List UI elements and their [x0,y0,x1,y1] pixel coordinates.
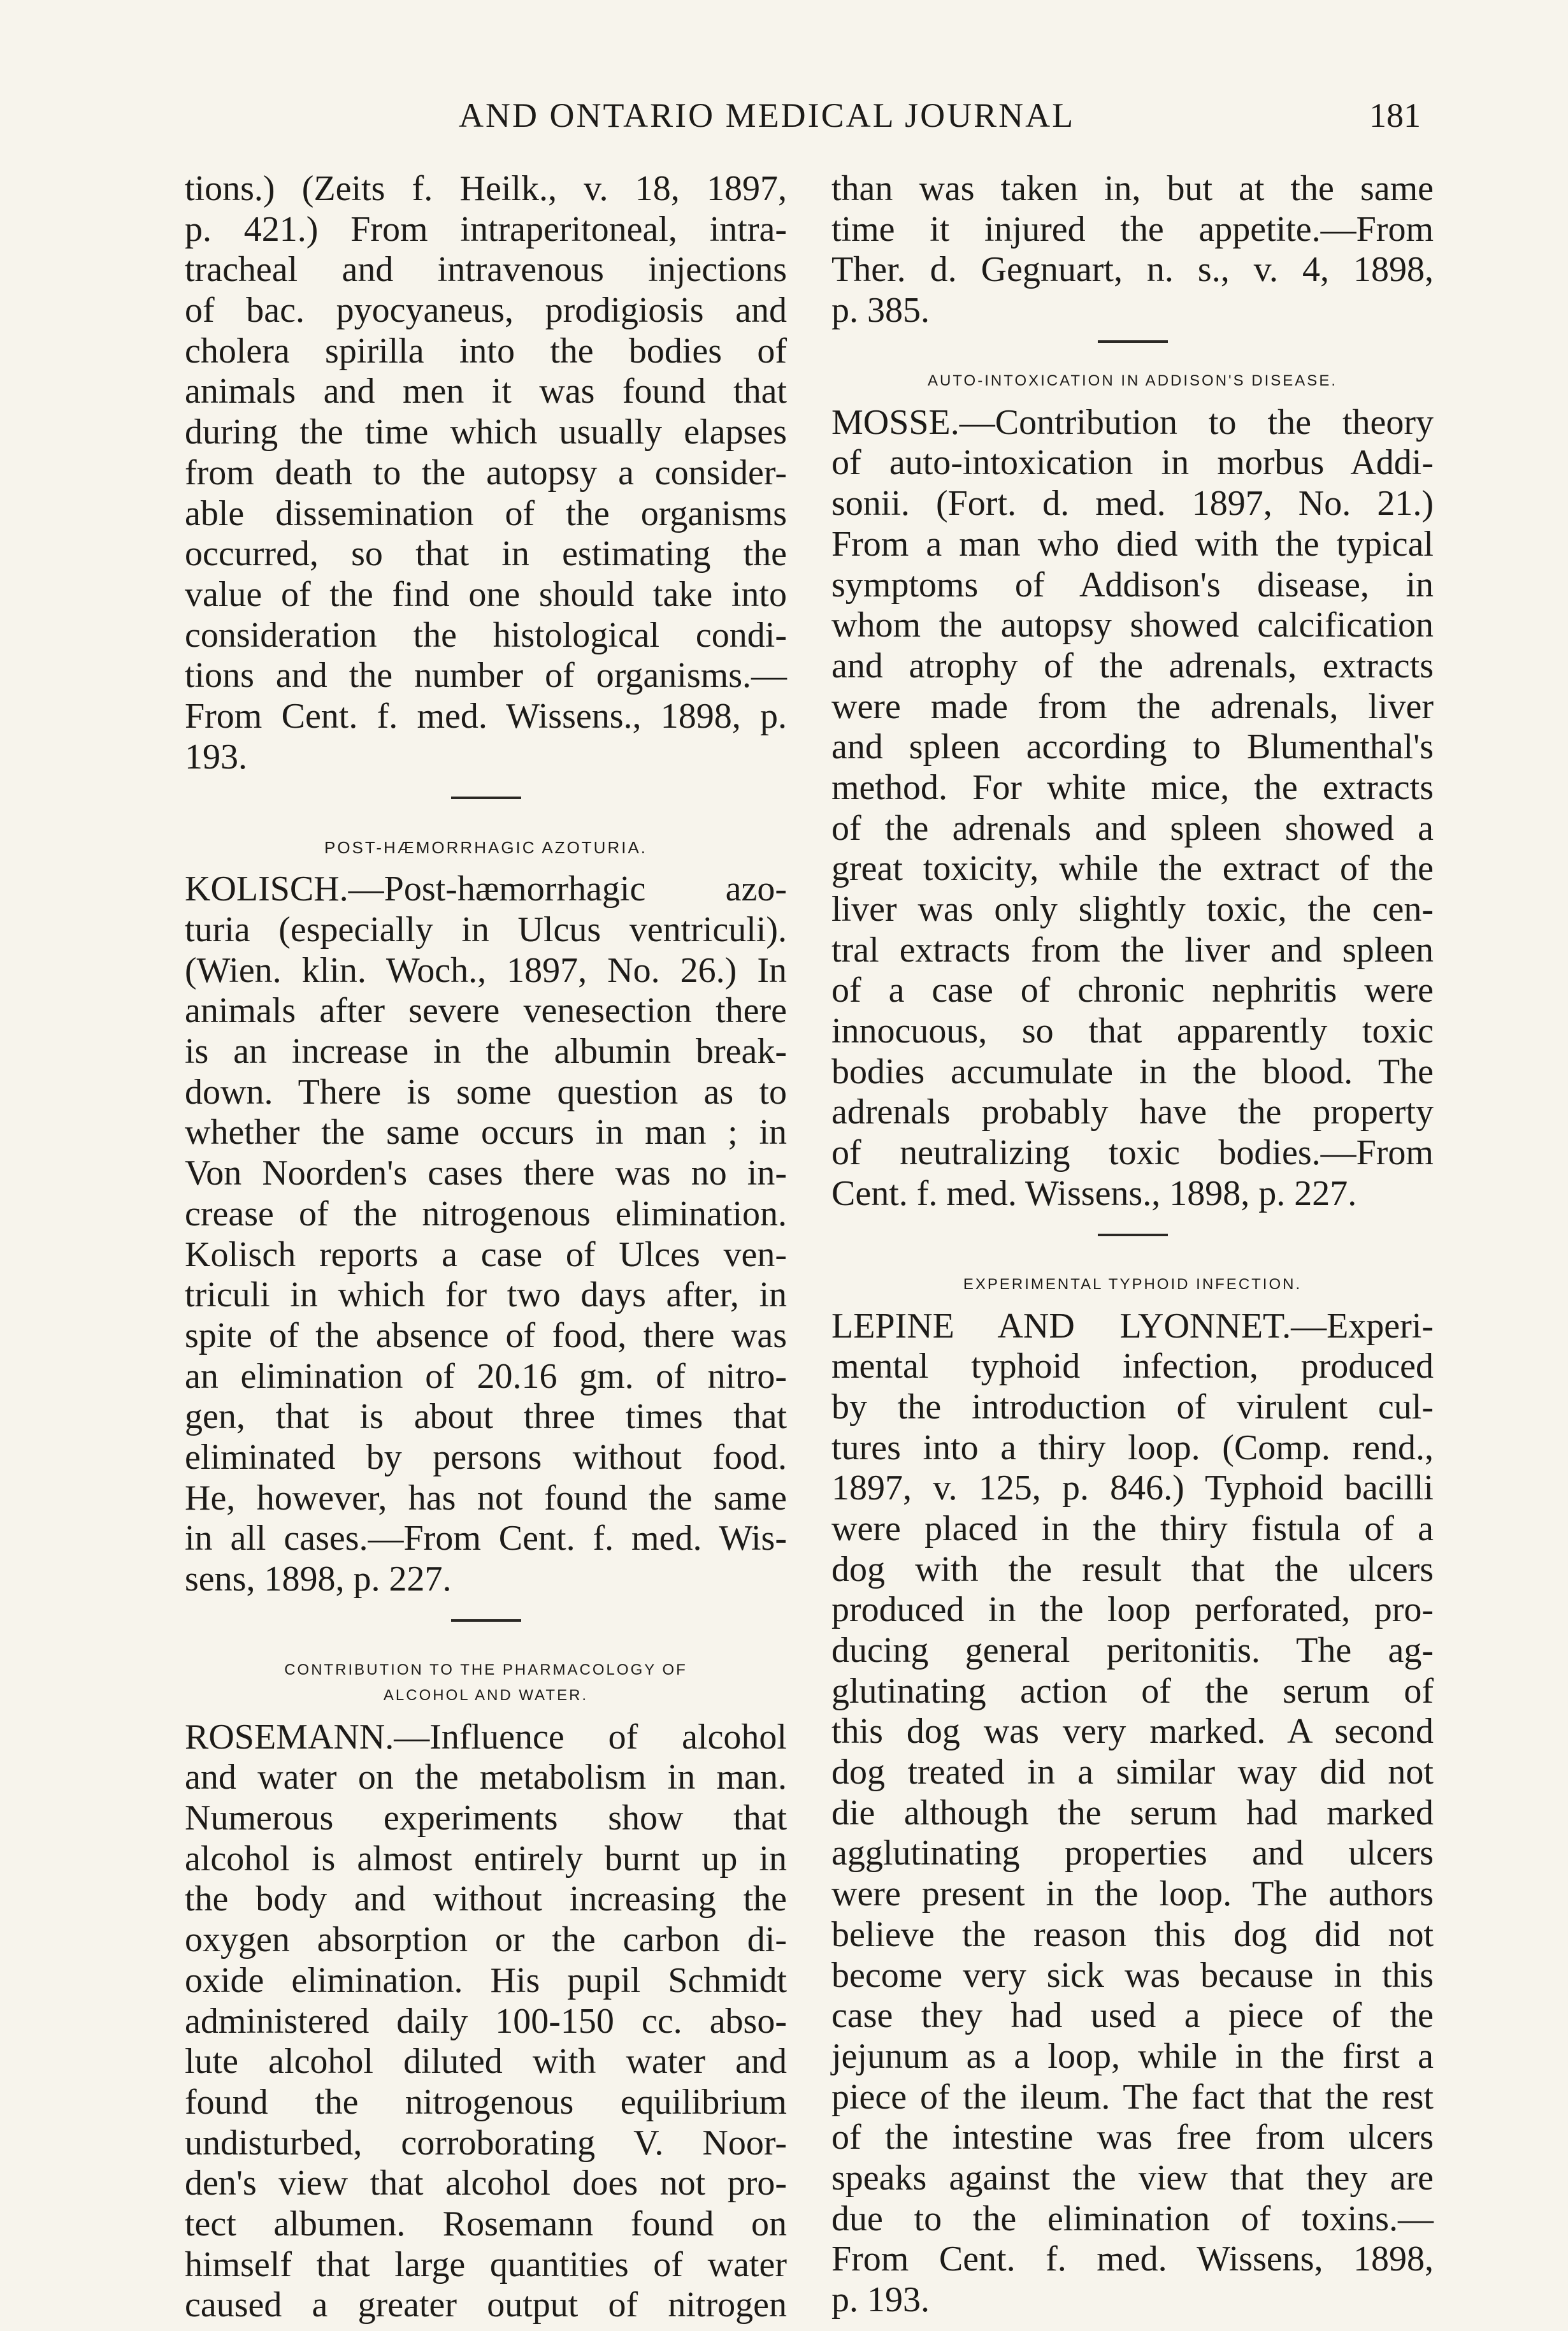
text-line: is an increase in the albumin break- [185,1032,787,1072]
text-line: eliminated by persons without food. [185,1437,787,1477]
text-line: p. 421.) From intraperitoneal, intra- [185,209,787,249]
article-lepine-lyonnet [831,1306,1434,2321]
text-line: lute alcohol diluted with water and [185,2042,787,2082]
text-line: tral extracts from the liver and spleen [831,930,1434,970]
text-line: glutinating action of the serum of [831,1671,1434,1711]
text-line: whether the same occurs in man ; in [185,1113,787,1153]
text-line: Kolisch reports a case of Ulces ven- [185,1234,787,1274]
text-line: Cent. f. med. Wissens., 1898, p. 227. [831,1173,1357,1213]
page-header [172,96,1421,153]
text-line: dog treated in a similar way did not [831,1752,1434,1793]
text-line: speaks against the view that they are [831,2158,1434,2198]
text-line: bodies accumulate in the blood. The [831,1051,1434,1092]
article-mosse [831,403,1434,1215]
text-line: undisturbed, corroborating V. Noor- [185,2123,787,2163]
text-line: ROSEMANN.—Influence of alcohol [185,1717,787,1757]
text-line: animals after severe venesection there [185,991,787,1031]
text-line: innocuous, so that apparently toxic [831,1011,1434,1051]
text-line: p. 193. [831,2280,930,2320]
text-line: tions.) (Zeits f. Heilk., v. 18, 1897, [185,169,787,208]
text-line: of bac. pyocyaneus, prodigiosis and [185,291,787,331]
text-line: He, however, has not found the same [185,1478,787,1518]
text-line: 193. [185,737,247,777]
text-line: 1897, v. 125, p. 846.) Typhoid bacilli [831,1468,1434,1508]
text-line: tracheal and intravenous injections [185,250,787,290]
page-number: 181 [1369,96,1421,134]
text-line: occurred, so that in estimating the [185,534,787,574]
text-line: found the nitrogenous equilibrium [185,2082,787,2122]
text-line: tect albumen. Rosemann found on [185,2204,787,2244]
text-line: great toxicity, while the extract of the [831,849,1434,889]
text-line: spite of the absence of food, there was [185,1315,787,1355]
text-line: gen, that is about three times that [185,1397,787,1437]
text-line: Ther. d. Gegnuart, n. s., v. 4, 1898, [831,250,1434,290]
text-line: (Wien. klin. Woch., 1897, No. 26.) In [185,950,787,990]
text-line: sens, 1898, p. 227. [185,1559,452,1599]
text-line: dog with the result that the ulcers [831,1549,1434,1589]
text-line: caused a greater output of nitrogen [185,2285,787,2325]
text-line: liver was only slightly toxic, the cen- [831,890,1434,929]
text-line: himself that large quantities of water [185,2244,787,2284]
text-line: by the introduction of virulent cul- [831,1387,1434,1427]
text-line: MOSSE.—Contribution to the theory [831,402,1434,442]
text-line: alcohol is almost entirely burnt up in [185,1838,787,1879]
text-line: from death to the autopsy a consider- [185,452,787,493]
text-line: agglutinating properties and ulcers [831,1833,1434,1873]
text-line: Numerous experiments show that [185,1798,787,1838]
text-line: symptoms of Addison's disease, in [831,565,1434,605]
text-line: produced in the loop perforated, pro- [831,1590,1434,1630]
running-head: AND ONTARIO MEDICAL JOURNAL [459,96,1075,134]
section-divider [451,1619,521,1622]
text-line: jejunum as a loop, while in the first a [831,2036,1434,2076]
text-line: den's view that alcohol does not pro- [185,2163,787,2204]
text-line: were placed in the thiry fistula of a [831,1508,1434,1548]
text-line: able dissemination of the organisms [185,493,787,533]
text-line: adrenals probably have the property [831,1092,1434,1132]
text-line: LEPINE AND LYONNET.—Experi- [831,1306,1434,1346]
text-line: and water on the metabolism in man. [185,1757,787,1798]
text-line: method. For white mice, the extracts [831,767,1434,807]
text-line: than was taken in, but at the same [831,169,1434,208]
text-line: of neutralizing toxic bodies.—From [831,1133,1434,1173]
text-line: due to the elimination of toxins.— [831,2198,1434,2239]
section-title-continued: ALCOHOL AND WATER. [383,1686,589,1704]
text-line: administered daily 100-150 cc. abso- [185,2001,787,2041]
text-line: value of the find one should take into [185,574,787,614]
article-kolisch [185,869,787,1599]
text-line: Von Noorden's cases there was no in- [185,1153,787,1194]
text-line: an elimination of 20.16 gm. of nitro- [185,1356,787,1396]
section-title: POST-HÆMORRHAGIC AZOTURIA. [324,838,648,858]
text-line: of auto-intoxication in morbus Addi- [831,443,1434,483]
text-line: whom the autopsy showed calcification [831,605,1434,646]
text-line: during the time which usually elapses [185,412,787,452]
text-line: crease of the nitrogenous elimination. [185,1194,787,1234]
text-line: KOLISCH.—Post-hæmorrhagic azo- [185,869,787,909]
section-title: EXPERIMENTAL TYPHOID INFECTION. [963,1275,1302,1293]
text-line: oxide elimination. His pupil Schmidt [185,1960,787,2000]
text-line: From a man who died with the typical [831,524,1434,564]
text-line: ducing general peritonitis. The ag- [831,1631,1434,1670]
text-line: and spleen according to Blumenthal's [831,727,1434,767]
text-line: were present in the loop. The authors [831,1874,1434,1914]
text-line: animals and men it was found that [185,372,787,412]
text-line: the body and without increasing the [185,1879,787,1919]
section-title: CONTRIBUTION TO THE PHARMACOLOGY OF [284,1661,687,1678]
left-intro-paragraph [185,169,787,777]
text-line: tions and the number of organisms.— [185,656,787,696]
text-line: tures into a thiry loop. (Comp. rend., [831,1427,1434,1468]
right-intro-paragraph [831,169,1434,331]
text-line: of a case of chronic nephritis were [831,971,1434,1011]
text-line: turia (especially in Ulcus ventriculi). [185,910,787,949]
text-line: triculi in which for two days after, in [185,1275,787,1315]
text-line: in all cases.—From Cent. f. med. Wis- [185,1519,787,1559]
text-line: and atrophy of the adrenals, extracts [831,646,1434,686]
text-line: become very sick was because in this [831,1955,1434,1995]
text-line: die although the serum had marked [831,1793,1434,1833]
text-line: down. There is some question as to [185,1072,787,1112]
text-line: piece of the ileum. The fact that the rest [831,2077,1434,2117]
right-column [831,169,1434,2321]
article-rosemann [185,1717,787,2326]
section-title: AUTO-INTOXICATION IN ADDISON'S DISEASE. [927,372,1337,389]
text-line: this dog was very marked. A second [831,1712,1434,1752]
text-line: From Cent. f. med. Wissens., 1898, p. [185,696,787,736]
section-divider [1098,1234,1168,1236]
text-line: mental typhoid infection, produced [831,1346,1434,1387]
left-column [185,169,787,2326]
text-line: time it injured the appetite.—From [831,209,1434,249]
text-line: sonii. (Fort. d. med. 1897, No. 21.) [831,484,1434,524]
section-divider [1098,340,1168,343]
text-line: of the adrenals and spleen showed a [831,808,1434,848]
text-line: of the intestine was free from ulcers [831,2118,1434,2158]
text-line: oxygen absorption or the carbon di- [185,1920,787,1960]
text-line: consideration the histological condi- [185,615,787,655]
text-line: cholera spirilla into the bodies of [185,331,787,371]
text-line: were made from the adrenals, liver [831,686,1434,726]
text-line: case they had used a piece of the [831,1996,1434,2036]
section-divider [451,797,521,799]
text-line: From Cent. f. med. Wissens, 1898, [831,2239,1434,2279]
text-line: believe the reason this dog did not [831,1914,1434,1954]
text-line: p. 385. [831,291,930,331]
